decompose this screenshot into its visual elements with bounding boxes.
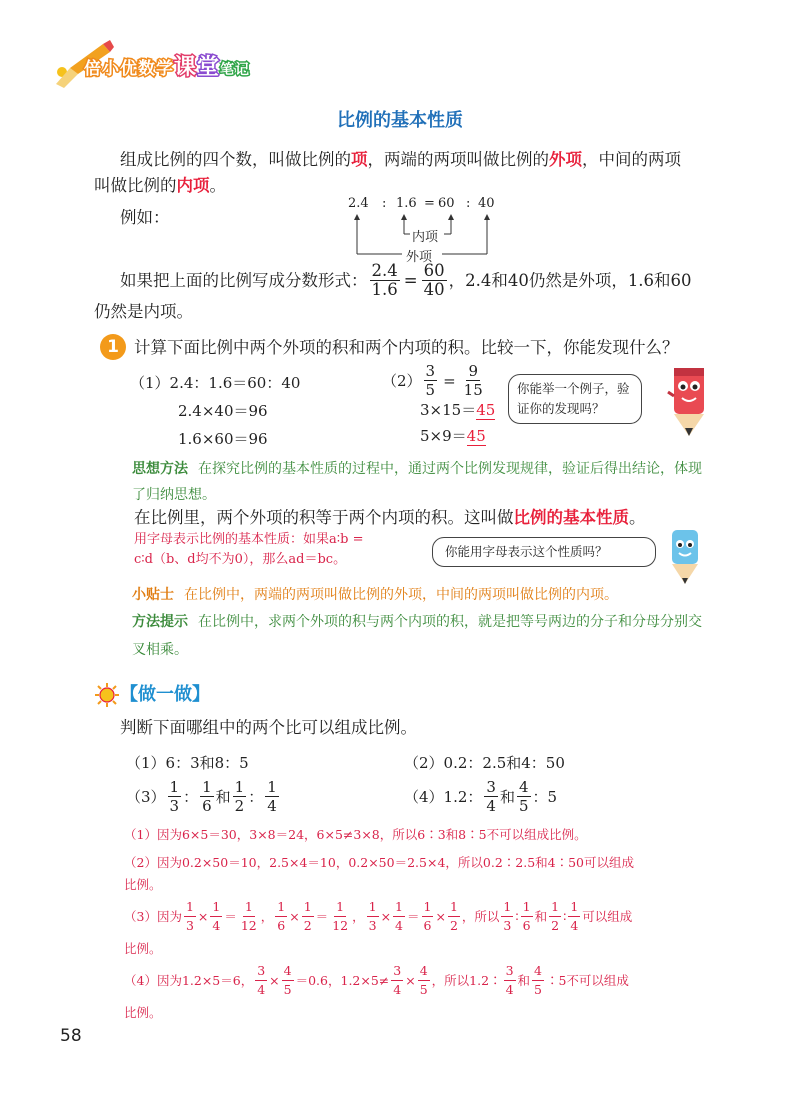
method-note-2: 方法提示 在比例中，求两个外项的积与两个内项的积，就是把等号两边的分子和分母分别交叉相乘。 xyxy=(132,614,702,658)
answer-4: （4）因为1.2×5＝6， $\frac{3}{4}$ × $\frac{4}{5}$ ＝0.6，1.2×5≠ $\frac{3}{4}$ × $\frac{4}{5}$ ，所以1.2∶ $\frac{3}{4}$ 和 $\frac{4}{5}$ ∶5不可以组成 比例。 xyxy=(124,962,629,1020)
exercise-3: （3） $\frac{1}{3}$ ： $\frac{1}{6}$ 和 $\frac{1}{2}$ ： $\frac{1}{4}$ xyxy=(126,778,277,815)
term-xiang: 项 xyxy=(351,150,368,169)
question-number-badge: 1 xyxy=(100,334,126,360)
outer-label: 外项 xyxy=(406,250,433,265)
brand-biji: 笔记 xyxy=(220,62,251,78)
letter-property-note: 用字母表示比例的基本性质：如果a∶b = c∶d（b、d均不为0），那么ad＝bc。 xyxy=(134,532,364,567)
brand-ke: 课 xyxy=(174,55,198,80)
fraction-form-line2: 仍然是内项。 xyxy=(94,302,193,321)
answer-3: （3）因为 $\frac{1}{3}$ × $\frac{1}{4}$ ＝ $\frac{1}{12}$ ， $\frac{1}{6}$ × $\frac{1}{2}$ ＝ $\frac{1}{12}$ ， $\frac{1}{3}$ × $\frac{1}{4}$ ＝ $\frac{1}{6}$ × $\frac{1}{2}$ ，所以 $\frac{1}{3}$ ∶ $\frac{1}{6}$ 和 $\frac{1}{2}$ ∶ $\frac{1}{4}$ 可以组成 比例。 xyxy=(124,898,633,956)
q1-part1: （1）2.4：1.6＝60：40 2.4×40＝96 1.6×60＝96 xyxy=(130,374,301,448)
property-keyword: 比例的基本性质 xyxy=(513,508,629,527)
exercise-prompt: 判断下面哪组中的两个比可以组成比例。 xyxy=(120,718,417,737)
fraction-form-line: 如果把上面的比例写成分数形式： $\frac{2.4}{1.6}$ = $\frac{60}{40}$ ，2.4和40仍然是外项，1.6和60 xyxy=(120,261,692,299)
section-title: 【做一做】 xyxy=(120,684,210,705)
inner-label: 内项 xyxy=(412,230,439,245)
exercise-1: （1）6：3和8：5 xyxy=(126,754,249,772)
exercise-2: （2）0.2：2.5和4：50 xyxy=(404,754,565,772)
answer-45a: 45 xyxy=(476,401,496,419)
example-label: 例如： xyxy=(120,208,170,227)
red-pencil-mascot-icon xyxy=(664,362,714,442)
question-1-text: 计算下面比例中两个外项的积和两个内项的积。比较一下，你能发现什么？ xyxy=(134,338,679,357)
sun-icon xyxy=(94,682,120,708)
brand-text: 倍小优数学 xyxy=(84,59,174,79)
example-diagram: 2.4 : 1.6 = 60 : 40 内项 外项 xyxy=(348,196,495,265)
page-title: 比例的基本性质 xyxy=(337,110,463,131)
header-logo xyxy=(48,38,298,90)
intro-paragraph: 组成比例的四个数，叫做比例的项，两端的两项叫做比例的外项，中间的两项 xyxy=(120,150,681,169)
blue-pencil-mascot-icon xyxy=(664,526,708,586)
intro-line2: 叫做比例的内项。 xyxy=(94,176,226,195)
brand-tang: 堂 xyxy=(197,55,221,80)
q1-part2: （2） $\frac{3}{5}$ = $\frac{9}{15}$ 3×15＝45 5×9＝45 xyxy=(382,362,496,445)
term-neixiang: 内项 xyxy=(176,176,210,195)
answer-45b: 45 xyxy=(466,427,486,445)
tip-note: 小贴士 在比例中，两端的两项叫做比例的外项，中间的两项叫做比例的内项。 xyxy=(132,587,618,603)
page-number: 58 xyxy=(60,1026,82,1046)
speech-bubble-1: 你能举一个例子，验证你的发现吗？ xyxy=(508,374,642,424)
answer-2: （2）因为0.2×50＝10，2.5×4＝10，0.2×50＝2.5×4，所以0.2∶2.5和4∶50可以组成 比例。 xyxy=(124,855,635,892)
method-note-1: 思想方法 在探究比例的基本性质的过程中，通过两个比例发现规律，验证后得出结论，体现了归纳思想。 xyxy=(132,461,702,503)
answer-1: （1）因为6×5＝30，3×8＝24，6×5≠3×8，所以6∶3和8∶5不可以组成比例。 xyxy=(124,827,587,842)
term-waixiang: 外项 xyxy=(549,150,582,169)
speech-bubble-2: 你能用字母表示这个性质吗？ xyxy=(432,537,656,567)
exercise-4: （4）1.2： $\frac{3}{4}$ 和 $\frac{4}{5}$ ：5 xyxy=(404,778,558,815)
property-statement: 在比例里，两个外项的积等于两个内项的积。这叫做比例的基本性质。 xyxy=(134,508,646,527)
